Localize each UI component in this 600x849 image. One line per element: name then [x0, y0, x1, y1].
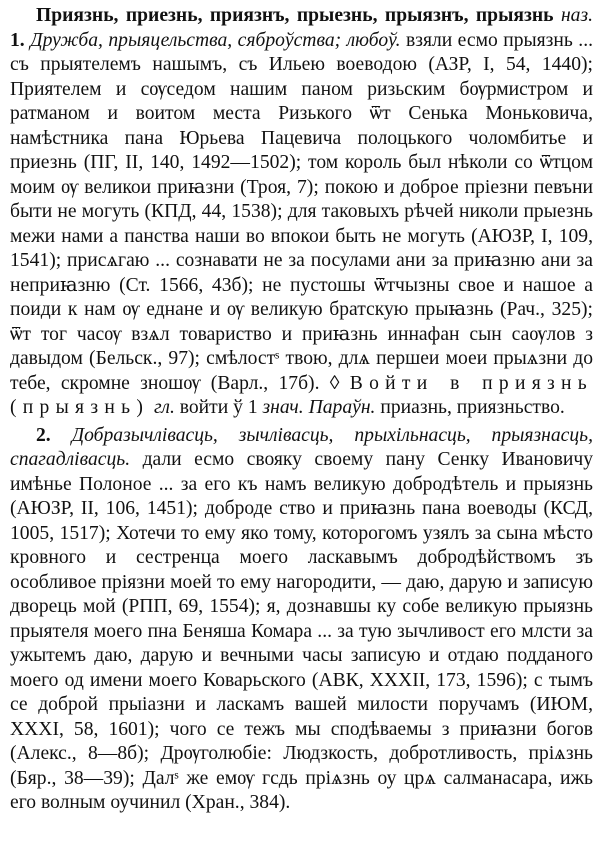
set-phrase: Войти в приязнь (прыязнь): [10, 372, 593, 418]
sense-definition: Дружба, прыяцельства, сяброўства; любоў.: [30, 29, 401, 51]
cross-reference-sense: ў 1: [233, 397, 258, 418]
sense-number: 1.: [10, 29, 25, 51]
compare-label: Параўн.: [308, 397, 376, 418]
sense-number: 2.: [36, 424, 51, 446]
dictionary-sense-2: [10, 424, 593, 816]
dictionary-sense-1: [10, 4, 593, 421]
headword: Приязнь, приезнь, приязнъ, прыезнь, прыязнъ, прыязнь: [36, 5, 554, 26]
sense-citations: дали есмо свояку своему пану Сенку Ивановичу имѣнье Полоное ... за его къ намъ великую добродѣтель и прыязнь (АЮЗР, II, 106, 1451); доброде ствo и приꙗзнь пана воеводы (КСД, 1005, 1517); Хотечи то ему яко тому, которогомъ узялъ за сына мѣсто кровного и сестренца моего ласкавымъ добродѣйствомъ зъ особливое прiязни моей то ему нагородити, — даю, дарую и записую дворець мой (РПП, 69, 1554); я, дознавшы ку собе великую прыязнь прыятеля моего пна Беняша Комара ... за тую зычливост его млсти за ужытемъ даю, дарую и вечными часы записую и отдаю подданого моего од имени моего Коварьского (АВК, XXXII, 173, 1596); с тымъ се доброй прыiазни и ласкамъ вашей милости поручамъ (ИЮМ, XXXI, 58, 1601); чого се тежъ мы сподѣваемы з приꙗзни богов (Алекс., 8—8б); Дрѹголюбiе: Людзкость, добротливость, прiѧзнь (Бяр., 38—39); Далˢ же емѹ гсдь прiѧзнь оу црѧ салманасара, ижь его волным оучинил (Хран., 384).: [10, 449, 593, 813]
cross-reference-grammar: знач.: [262, 397, 304, 418]
part-of-speech: наз.: [560, 5, 593, 26]
compare-forms: приазнь, приязньство.: [380, 397, 565, 418]
phrase-grammar: гл.: [154, 397, 175, 418]
cross-reference-word: войти: [179, 397, 229, 418]
sense-definition: Добразычлівасць, зычлівасць, прыхільнасць, прыязнасць, спагадлівасць.: [10, 424, 593, 470]
sense-citations: взяли есмо прыязнь ... съ прыятелемъ нашымъ, съ Ильею воеводою (АЗР, I, 54, 1440); Приятелем и сѹседом нашим паном ризьским бѹрмистром и ратманом и воитом места Ризького ѿт Сенька Моньковича, намѣстника пана Юрьева Пацевича полоцького чоломбитье и приезнь (ПГ, II, 140, 1492—1502); том король был нѣколи со ѿтцом моим ѹ великои приꙗзни (Троя, 7); покою и доброе прiезни певъни быти не могуть (КПД, 44, 1538); для таковыхъ рѣчей николи прыезнь межи нами а панства наши во впокои быть не могуть (АЮЗР, I, 109, 1541); присѧгаю ... сознавати не за посулами ани за приꙗзню ани за неприꙗзню (Ст. 1566, 43б); не пустошы ѿтчызны свое и нашое а поиди к нам ѹ еднане и ѹ великую братскую прыꙗзнь (Рач., 325); ѿт тог часѹ взѧл товариство и приꙗзнь иннафан сын саѹлов з давыдом (Бельск., 97); смѣлостˢ твою, длѧ першеи моеи прыѧзни до тебе, скромне зношѹ (Варл., 17б). ◊: [10, 29, 594, 394]
